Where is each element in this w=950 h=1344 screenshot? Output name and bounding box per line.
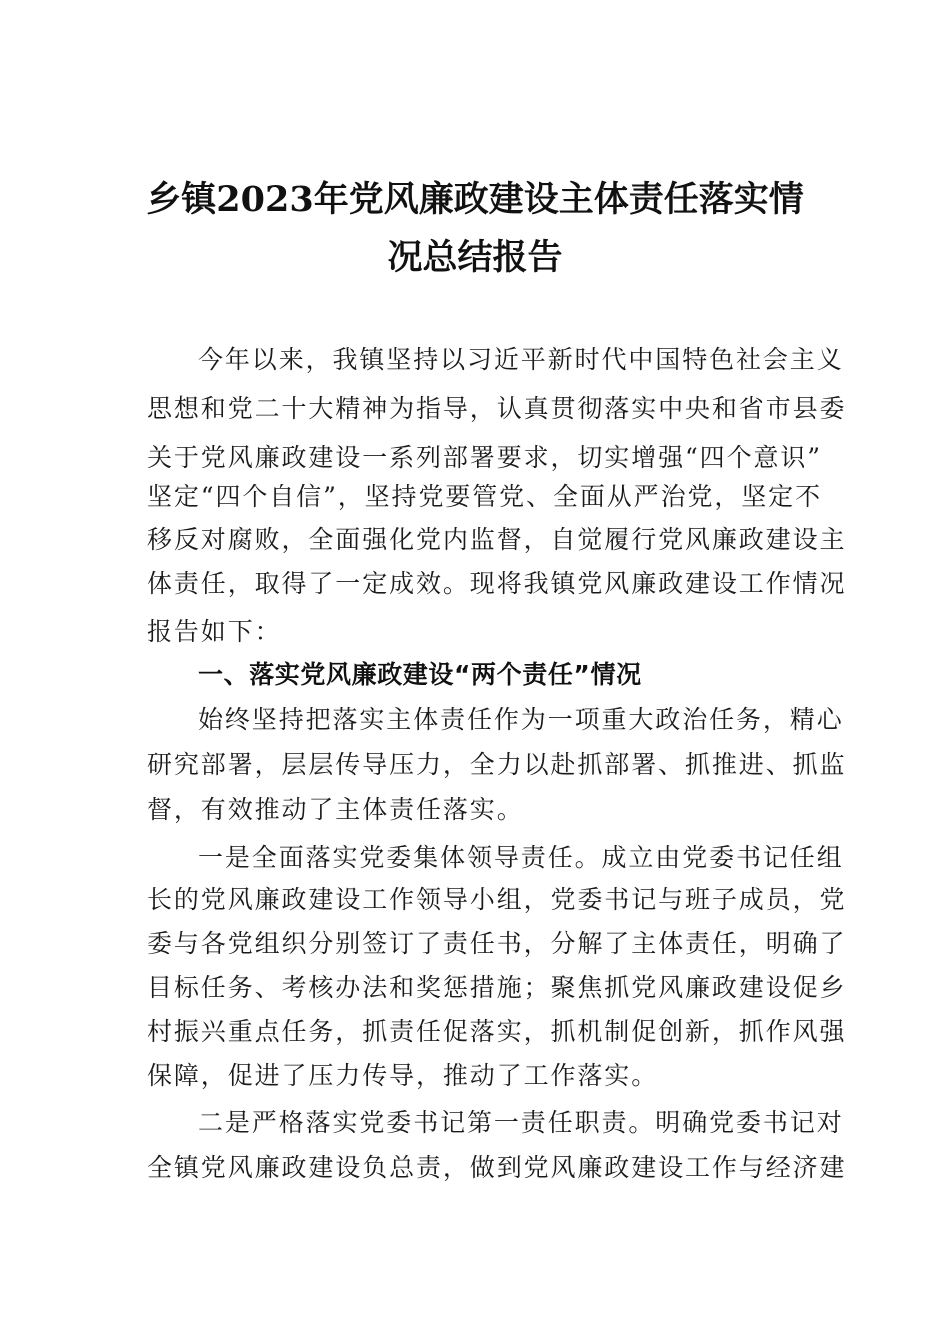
- paragraph-intro-line: 关于党风廉政建设一系列部署要求，切实增强“四个意识”: [147, 443, 822, 472]
- paragraph-line: 村振兴重点任务，抓责任促落实，抓机制促创新，抓作风强: [147, 1017, 847, 1046]
- paragraph-intro-line: 体责任，取得了一定成效。现将我镇党风廉政建设工作情况: [147, 569, 847, 598]
- paragraph-line: 目标任务、考核办法和奖惩措施；聚焦抓党风廉政建设促乡: [147, 973, 847, 1002]
- paragraph-line: 一是全面落实党委集体领导责任。成立由党委书记任组: [198, 843, 844, 872]
- paragraph-line: 始终坚持把落实主体责任作为一项重大政治任务，精心: [198, 705, 844, 734]
- paragraph-intro-line: 移反对腐败，全面强化党内监督，自觉履行党风廉政建设主: [147, 525, 847, 554]
- paragraph-line: 长的党风廉政建设工作领导小组，党委书记与班子成员，党: [147, 885, 847, 914]
- paragraph-line: 委与各党组织分别签订了责任书，分解了主体责任，明确了: [147, 929, 847, 958]
- paragraph-intro-line: 思想和党二十大精神为指导，认真贯彻落实中央和省市县委: [147, 394, 847, 423]
- paragraph-line: 督，有效推动了主体责任落实。: [147, 795, 524, 824]
- paragraph-line: 保障，促进了压力传导，推动了工作落实。: [147, 1061, 659, 1090]
- paragraph-line: 全镇党风廉政建设负总责，做到党风廉政建设工作与经济建: [147, 1153, 847, 1182]
- section-heading: 一、落实党风廉政建设“两个责任”情况: [198, 660, 642, 689]
- paragraph-line: 二是严格落实党委书记第一责任职责。明确党委书记对: [198, 1108, 844, 1137]
- paragraph-intro-line: 报告如下：: [147, 617, 282, 646]
- document-title-line-2: 况总结报告: [387, 237, 563, 278]
- paragraph-intro-line: 今年以来，我镇坚持以习近平新时代中国特色社会主义: [198, 345, 844, 374]
- document-title-line-1: 乡镇2023年党风廉政建设主体责任落实情: [146, 179, 804, 220]
- paragraph-intro-line: 坚定“四个自信”，坚持党要管党、全面从严治党，坚定不: [147, 482, 822, 511]
- paragraph-line: 研究部署，层层传导压力，全力以赴抓部署、抓推进、抓监: [147, 750, 847, 779]
